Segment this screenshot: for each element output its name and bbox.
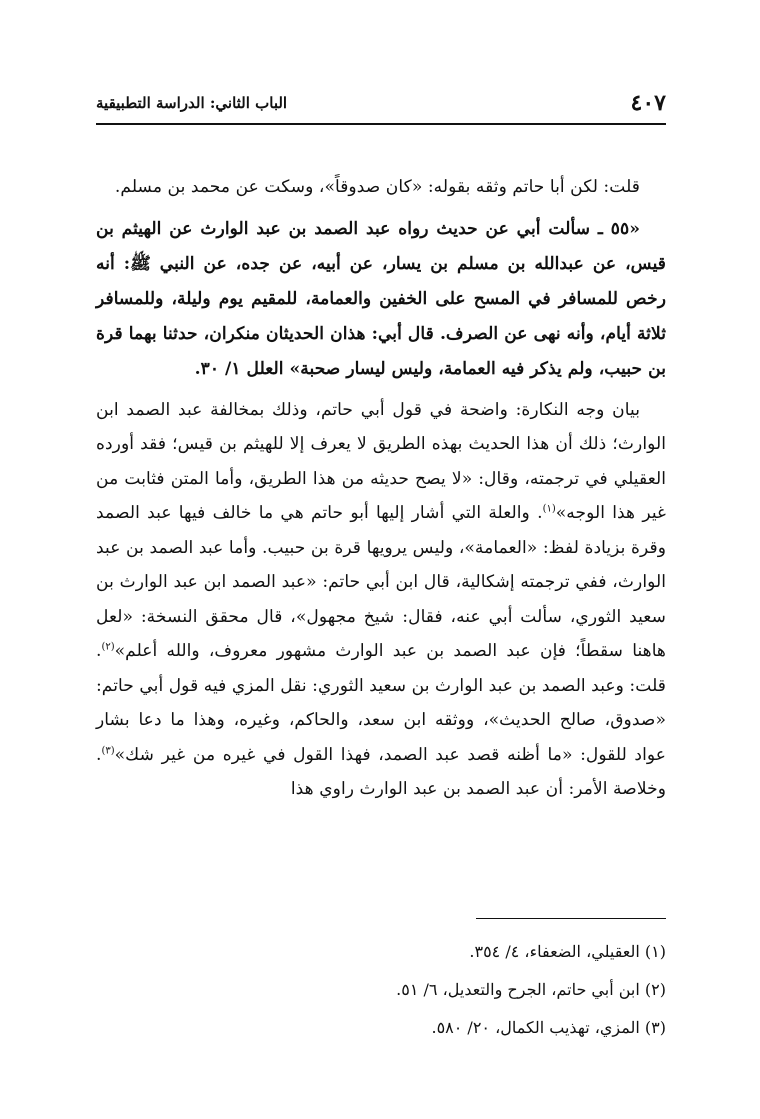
page-number: ٤٠٧ <box>630 90 666 116</box>
footnote-ref-1[interactable]: (١) <box>542 503 556 515</box>
footnote-3: (٣) المزي، تهذيب الكمال، ٢٠/ ٥٨٠. <box>431 1018 666 1037</box>
analysis-text-part-2: . والعلة التي أشار إليها أبو حاتم هي ما خالف فيها عبد الصمد وقرة بزيادة لفظ: «العمامة»، وليس يرويها قرة بن حبيب. وأما عبد الصمد بن عبد الوارث، ففي ترجمته إشكالية، قال ابن أبي حاتم: «عبد الصمد ابن عبد الوارث بن سعيد الثوري، سألت أبي عنه، فقال: شيخ مجهول»، قال محقق النسخة: «لعل هاهنا سقطاً؛ فإن عبد الصمد بن عبد الوارث مشهور معروف، والله أعلم» <box>96 503 666 661</box>
page-body <box>96 170 666 807</box>
hadith-text: «٥٥ ـ سألت أبي عن حديث رواه عبد الصمد بن عبد الوارث عن الهيثم بن قيس، عن عبدالله بن مسلم بن يسار، عن أبيه، عن جده، عن النبي ﷺ: أنه رخص للمسافر في المسح على الخفين والعمامة، للمقيم يوم وليلة، وللمسافر ثلاثة أيام، وأنه نهى عن الصرف. قال أبي: هذان الحديثان منكران، حدثنا بهما قرة بن حبيب، ولم يذكر فيه العمامة، وليس ليسار صحبة» العلل ١/ ٣٠. <box>96 218 666 379</box>
analysis-text-part-3: . قلت: وعبد الصمد بن عبد الوارث بن سعيد الثوري: نقل المزي فيه قول أبي حاتم: «صدوق، صالح الحديث»، ووثقه ابن سعد، والحاكم، وغيره، وهذا ما دعا بشار عواد للقول: «ما أظنه قصد عبد الصمد، فهذا القول في غيره من غير شك» <box>96 641 666 765</box>
page-header <box>96 86 666 120</box>
paragraph-note-text: قلت: لكن أبا حاتم وثقه بقوله: «كان صدوقاً»، وسكت عن محمد بن مسلم. <box>114 177 640 197</box>
header-rule <box>96 123 666 125</box>
footnote-1: (١) العقيلي، الضعفاء، ٤/ ٣٥٤. <box>469 942 666 961</box>
footnotes <box>96 933 666 1047</box>
footnote-ref-2[interactable]: (٢) <box>101 641 115 653</box>
paragraph-note <box>96 170 666 205</box>
footnote-2: (٢) ابن أبي حاتم، الجرح والتعديل، ٦/ ٥١. <box>396 980 666 999</box>
footnote-separator <box>476 918 666 919</box>
analysis-text-part-1: بيان وجه النكارة: واضحة في قول أبي حاتم، وذلك بمخالفة عبد الصمد ابن الوارث؛ ذلك أن هذا الحديث بهذه الطريق لا يعرف إلا للهيثم بن قيس؛ فقد أورده العقيلي في ترجمته، وقال: «لا يصح حديثه من هذا الطريق، وأما المتن فثابت من غير هذا الوجه» <box>96 399 666 523</box>
analysis-paragraph <box>96 393 666 807</box>
footnote-ref-3[interactable]: (٣) <box>101 744 115 756</box>
hadith-paragraph <box>96 212 666 387</box>
running-title: الباب الثاني: الدراسة التطبيقية <box>96 94 288 112</box>
analysis-text-part-4: . وخلاصة الأمر: أن عبد الصمد بن عبد الوارث راوي هذا <box>96 744 666 799</box>
